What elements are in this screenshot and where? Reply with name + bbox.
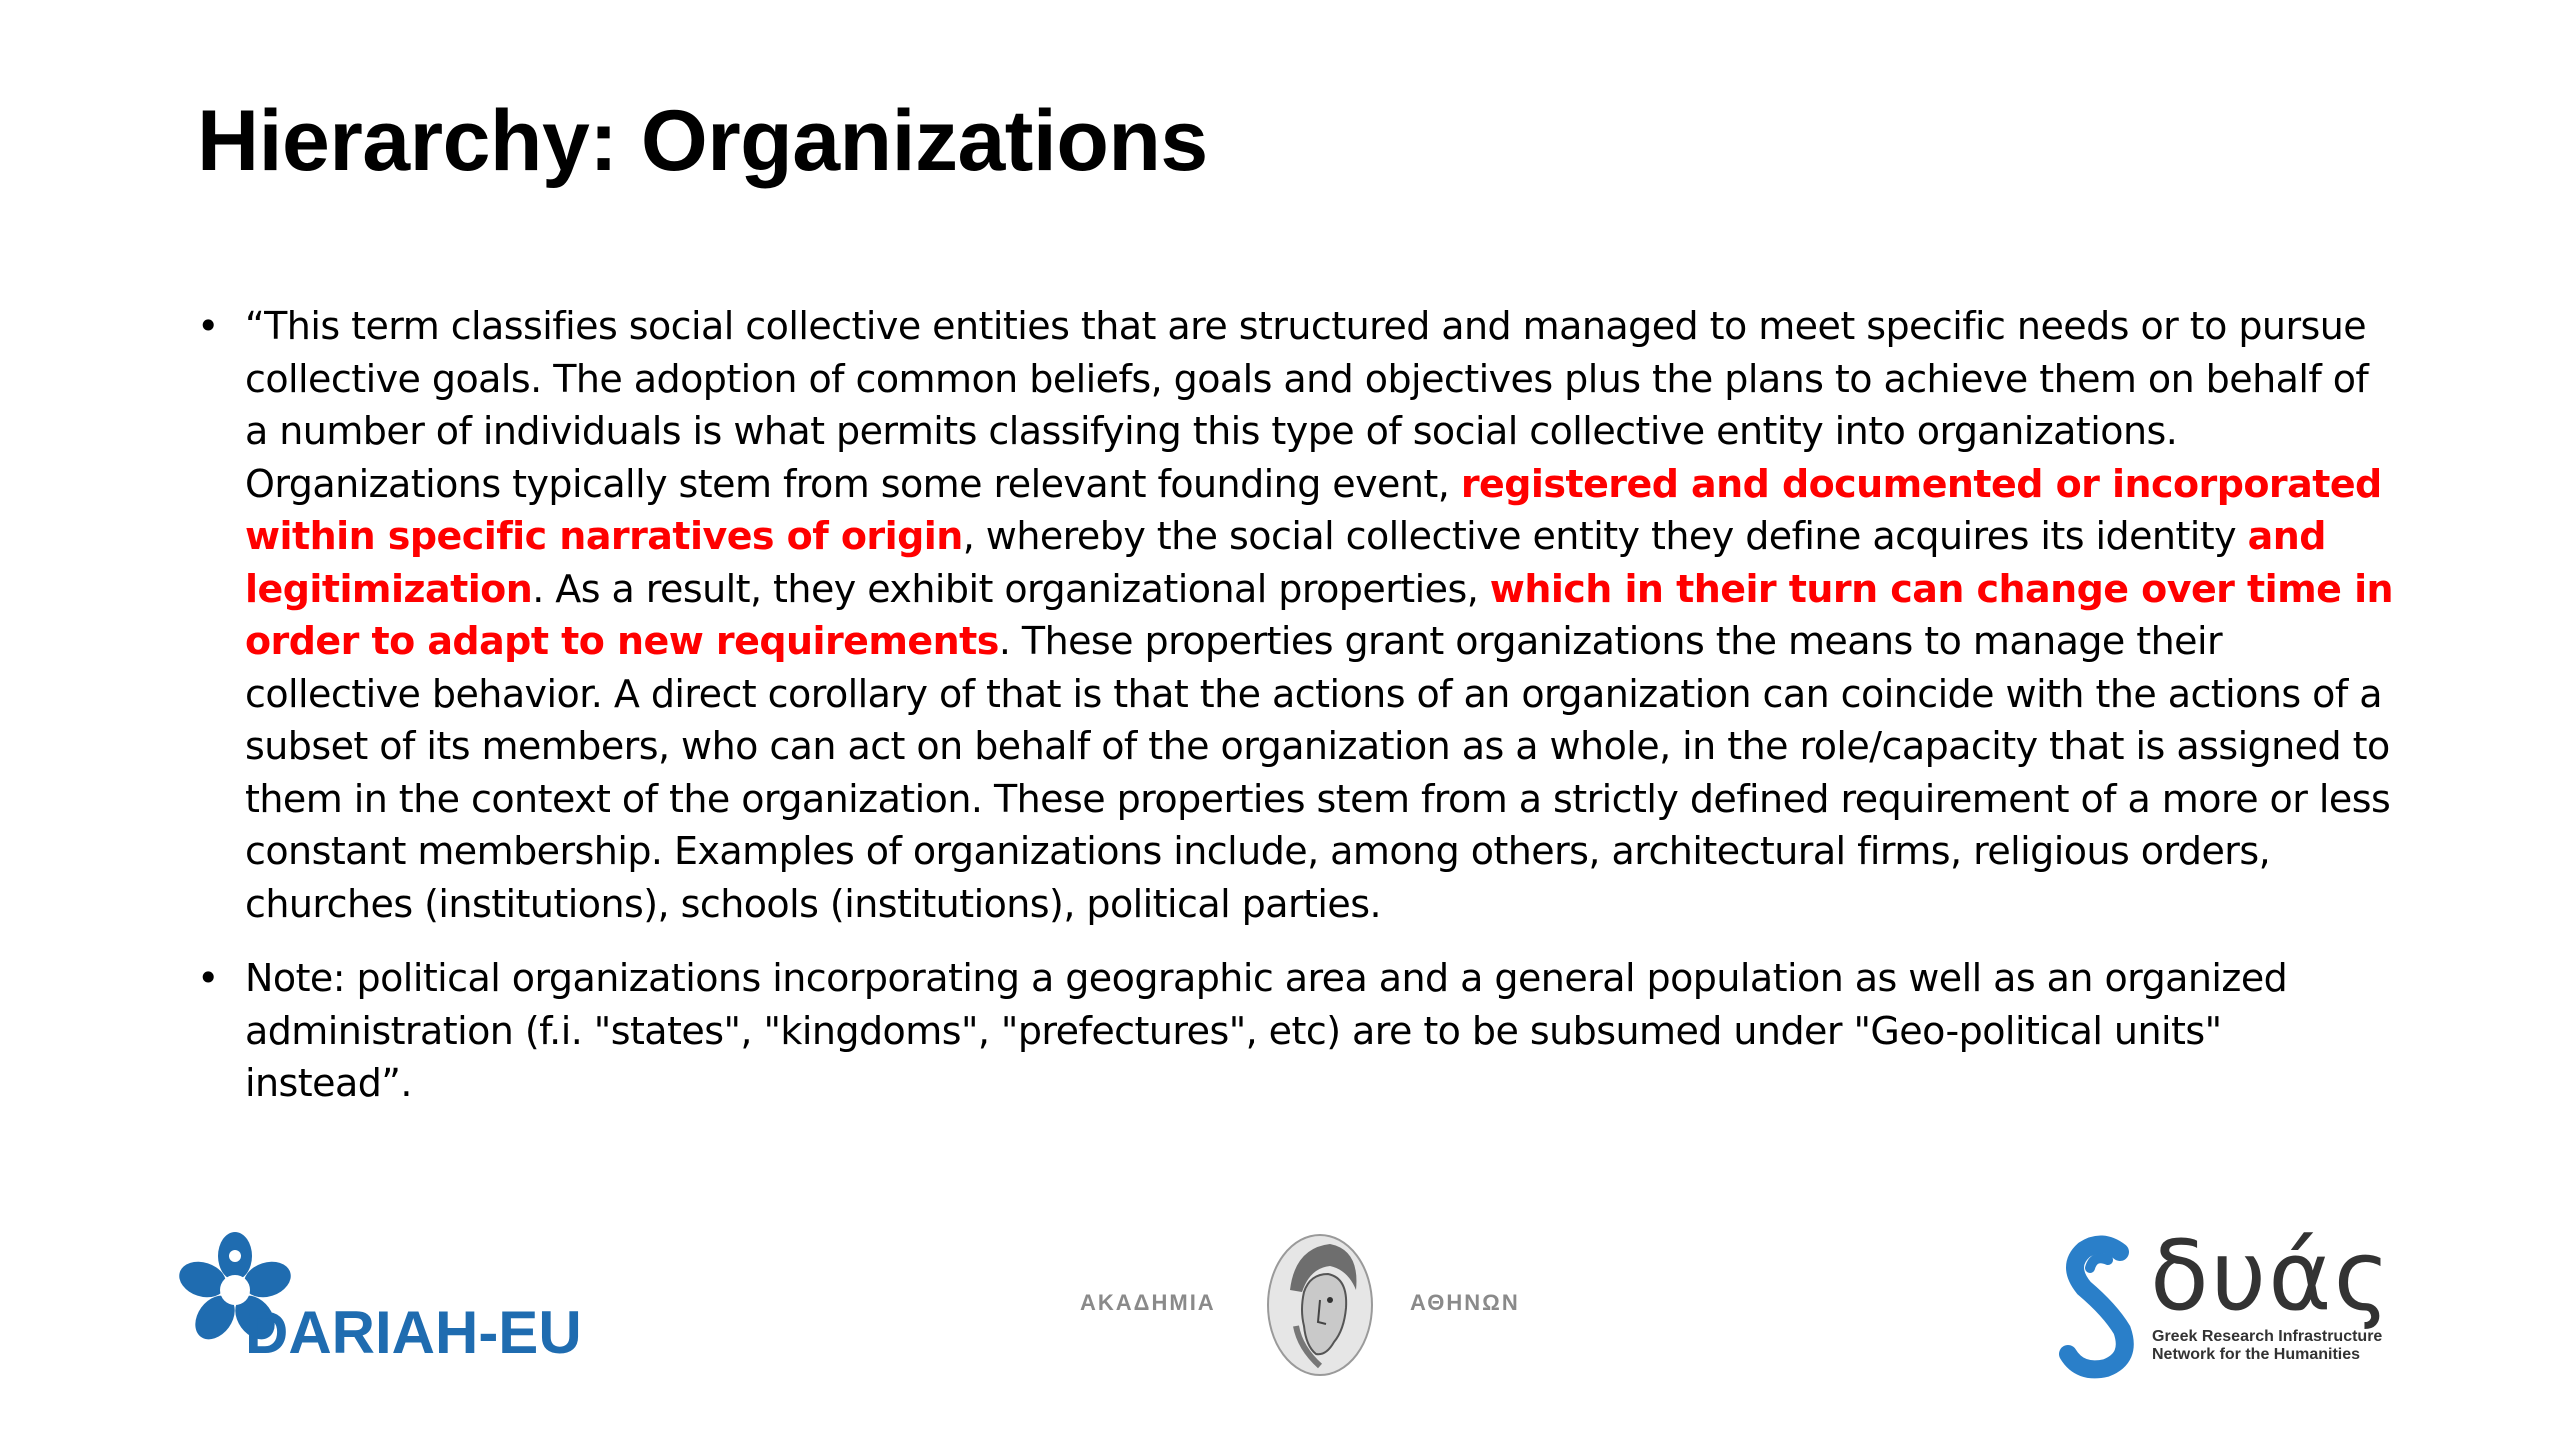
definition-highlight-1: registered and documented or incorporated within specific narratives of origin xyxy=(245,461,2382,558)
bullet-marker: • xyxy=(197,304,219,348)
bullet-list xyxy=(197,300,2397,1132)
academy-of-athens-logo xyxy=(1080,1230,1560,1380)
dariah-wordmark: DARIAH-EU xyxy=(245,1299,582,1366)
definition-highlight-2: and legitimization xyxy=(245,514,2326,611)
dyas-logo xyxy=(2050,1220,2430,1380)
academy-right-word: ΑΘΗΝΩΝ xyxy=(1410,1290,1520,1315)
slide-title: Hierarchy: Organizations xyxy=(197,93,1208,189)
bullet-marker: • xyxy=(197,956,219,1000)
bullet-item-note xyxy=(197,952,2397,1110)
dariah-eu-logo xyxy=(175,1230,595,1370)
definition-text-2: , whereby the social collective entity they define acquires its identity xyxy=(962,514,2248,558)
dyas-subtitle: Greek Research Infrastructure Network for the Humanities xyxy=(2152,1328,2383,1363)
dyas-s-icon xyxy=(2050,1230,2145,1380)
note-text: Note: political organizations incorporating a geographic area and a general population as well as an organized administration (f.i. "states", "kingdoms", "prefectures", etc) are to be subsumed under "Geo-political units" instead”. xyxy=(245,956,2288,1105)
bullet-item-definition xyxy=(197,300,2397,930)
definition-highlight-3: which in their turn can change over time in order to adapt to new requirements xyxy=(245,566,2394,663)
athena-head-icon xyxy=(1260,1230,1380,1380)
dyas-wordmark: δυάς xyxy=(2150,1220,2392,1332)
definition-text-1: “This term classifies social collective entities that are structured and managed to meet specific needs or to pursue collective goals. The adoption of common beliefs, goals and objectives plus the plans to achieve them on behalf of a number of individuals is what permits classifying this type of social collective entity into organizations. Organizations typically stem from some relevant founding event, xyxy=(245,304,2369,506)
definition-text-3: . As a result, they exhibit organizational properties, xyxy=(532,566,1490,611)
definition-text-4: . These properties grant organizations the means to manage their collective behavior. A direct corollary of that is that the actions of an organization can coincide with the actions of a subset of its members, who can act on behalf of the organization as a whole, in the role/capacity that is assigned to them in the context of the organization. These properties stem from a strictly defined requirement of a more or less constant membership. Examples of organizations include, among others, architectural firms, religious orders, churches (institutions), schools (institutions), political parties. xyxy=(245,619,2391,926)
academy-left-word: ΑΚΑΔΗΜΙΑ xyxy=(1080,1290,1216,1315)
